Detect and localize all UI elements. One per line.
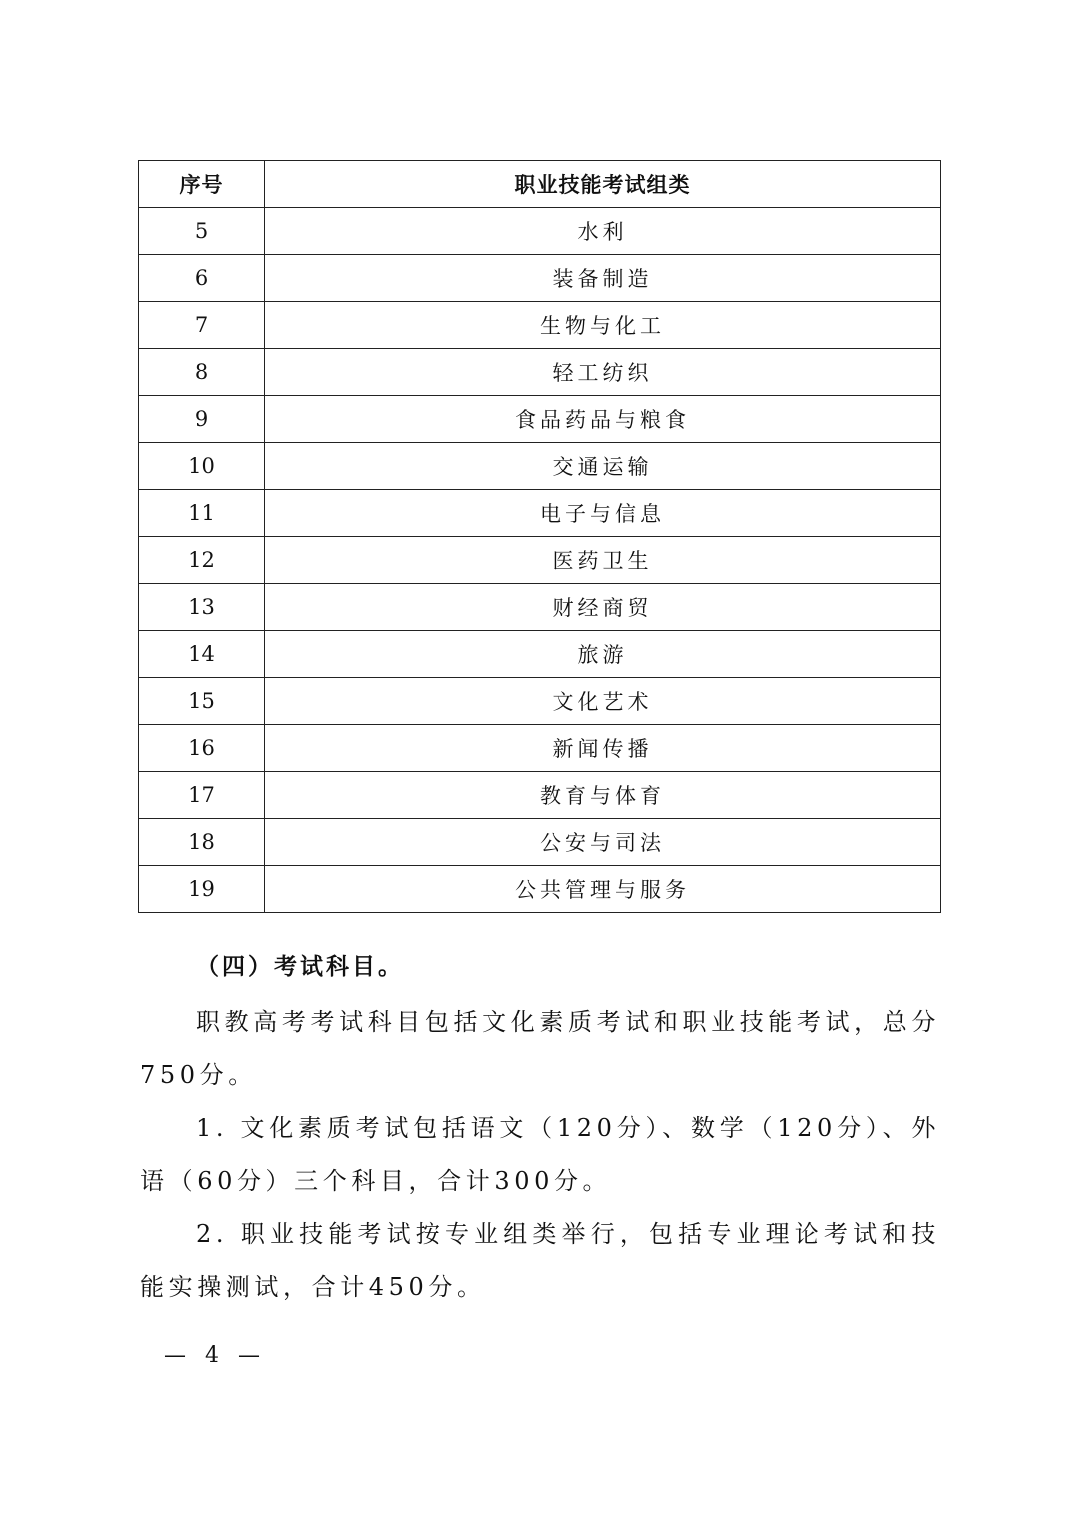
row-category: 交通运输	[265, 443, 941, 490]
row-number: 6	[139, 255, 265, 302]
row-category: 文化艺术	[265, 678, 941, 725]
row-category: 新闻传播	[265, 725, 941, 772]
row-number: 19	[139, 866, 265, 913]
table-row	[139, 490, 941, 537]
row-number: 7	[139, 302, 265, 349]
row-category: 财经商贸	[265, 584, 941, 631]
row-category: 轻工纺织	[265, 349, 941, 396]
row-number: 12	[139, 537, 265, 584]
table-row	[139, 819, 941, 866]
row-category: 食品药品与粮食	[265, 396, 941, 443]
table-row	[139, 208, 941, 255]
paragraph-skills-exam: 2. 职业技能考试按专业组类举行，包括专业理论考试和技能实操测试，合计450分。	[140, 1220, 940, 1301]
row-category: 医药卫生	[265, 537, 941, 584]
table-row	[139, 443, 941, 490]
paragraph-cultural-exam: 1. 文化素质考试包括语文（120分）、数学（120分）、外语（60分）三个科目，合计300分。	[140, 1114, 940, 1195]
row-number: 8	[139, 349, 265, 396]
paragraph-total-score: 职教高考考试科目包括文化素质考试和职业技能考试，总分750分。	[140, 1008, 940, 1089]
table-row	[139, 349, 941, 396]
table-row	[139, 396, 941, 443]
row-number: 16	[139, 725, 265, 772]
table-body	[139, 208, 941, 913]
table-row	[139, 772, 941, 819]
table-header-row	[139, 161, 941, 208]
row-number: 17	[139, 772, 265, 819]
section-heading: （四）考试科目。	[196, 954, 404, 980]
row-number: 18	[139, 819, 265, 866]
row-category: 水利	[265, 208, 941, 255]
header-number: 序号	[139, 161, 265, 208]
table-row	[139, 302, 941, 349]
table-row	[139, 255, 941, 302]
row-category: 公安与司法	[265, 819, 941, 866]
table-row	[139, 537, 941, 584]
row-category: 旅游	[265, 631, 941, 678]
table-row	[139, 866, 941, 913]
row-category: 公共管理与服务	[265, 866, 941, 913]
row-number: 10	[139, 443, 265, 490]
table-row	[139, 725, 941, 772]
table-row	[139, 631, 941, 678]
row-number: 11	[139, 490, 265, 537]
row-category: 电子与信息	[265, 490, 941, 537]
row-category: 教育与体育	[265, 772, 941, 819]
row-number: 14	[139, 631, 265, 678]
exam-category-table	[138, 160, 941, 913]
row-number: 15	[139, 678, 265, 725]
row-category: 装备制造	[265, 255, 941, 302]
page-number: — 4 —	[164, 1343, 266, 1368]
row-category: 生物与化工	[265, 302, 941, 349]
row-number: 13	[139, 584, 265, 631]
header-category: 职业技能考试组类	[265, 161, 941, 208]
table-row	[139, 678, 941, 725]
row-number: 9	[139, 396, 265, 443]
table-row	[139, 584, 941, 631]
row-number: 5	[139, 208, 265, 255]
